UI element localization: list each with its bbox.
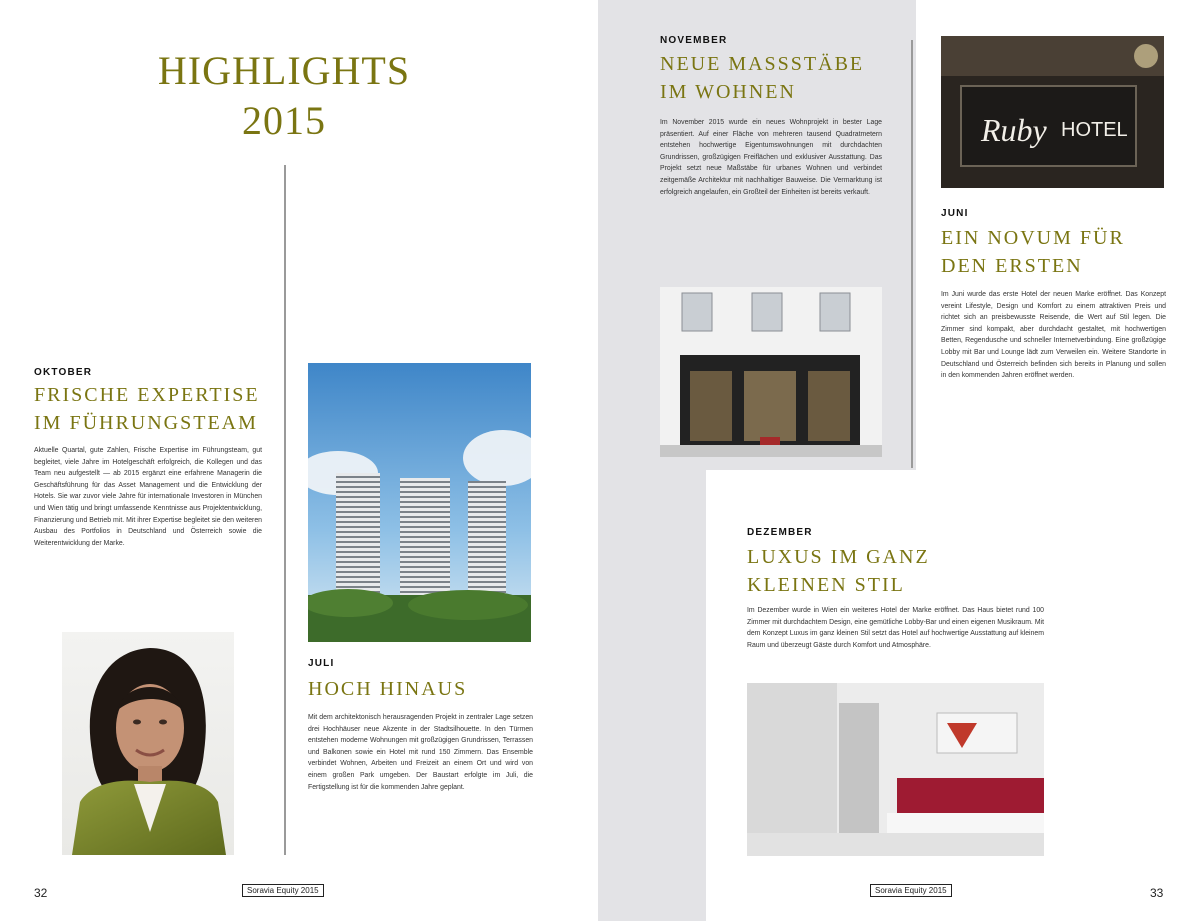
hotel-entrance-image (660, 287, 882, 457)
hotel-room-photo (747, 683, 1044, 856)
juni-headline-line-2: DEN ERSTEN (941, 255, 1083, 277)
juni-kicker: JUNI (941, 208, 969, 219)
hotel-room-image (747, 683, 1044, 856)
juli-kicker: JULI (308, 658, 335, 669)
hotel-sign-logo: Ruby (981, 112, 1047, 148)
oktober-headline-line-1: FRISCHE EXPERTISE (34, 384, 260, 406)
towers-photo (308, 363, 531, 642)
left-column-divider (284, 165, 286, 855)
dezember-kicker: DEZEMBER (747, 527, 813, 538)
highlights-title (120, 46, 448, 146)
oktober-kicker: OKTOBER (34, 367, 93, 378)
juni-headline-line-1: EIN NOVUM FÜR (941, 227, 1125, 249)
juni-body: Im Juni wurde das erste Hotel der neuen Marke eröffnet. Das Konzept vereint Lifestyle, Design und Komfort zu einem attraktiven Preis und richtet sich an preisbewusste Reisende, die Wert auf Stil legen. Die Zimmer sind kompakt, aber durchdacht gestaltet, mit hochwertigen Betten, Regendusche und schneller Internetverbindung. Eine großzügige Lobby mit Bar und Lounge lädt zum Verweilen ein. Weitere Standorte in Deutschland und Österreich befinden sich bereits in Planung und sollen in den kommenden Jahren eröffnet werden. (941, 291, 1166, 380)
november-headline-line-1: NEUE MASSSTÄBE (660, 53, 865, 75)
november-body: Im November 2015 wurde ein neues Wohnprojekt in bester Lage präsentiert. Auf einer Fläche von mehreren tausend Quadratmetern entstehen hochwertige Eigentumswohnungen mit durchdachten Grundrissen, großzügigen Freiflächen und exklusiver Ausstattung. Das Projekt setzt neue Maßstäbe für urbanes Wohnen und verbindet zeitgemäße Architektur mit nachhaltiger Bauweise. Die Vermarktung ist erfolgreich angelaufen, ein Großteil der Einheiten ist bereits verkauft. (660, 119, 882, 196)
hotel-sign-photo (941, 36, 1164, 188)
portrait-photo (62, 632, 234, 855)
hotel-sign-image (941, 36, 1164, 188)
hotel-sign-word: HOTEL (1061, 119, 1128, 141)
title-line-1: HIGHLIGHTS (157, 48, 411, 93)
november-headline (660, 50, 890, 106)
dezember-headline-line-1: LUXUS IM GANZ (747, 546, 930, 568)
towers-image (308, 363, 531, 642)
oktober-body: Aktuelle Quartal, gute Zahlen, Frische Expertise im Führungsteam, gut begleitet, viele Jahre im Hotelgeschäft erfolgreich, die Kollegen und das Team neu aufgestellt — ab 2015 ergänzt eine erfahrene Managerin die Geschäftsführung für das Asset Management und die Entwicklung der Hotels. Sie war zuvor viele Jahre für internationale Investoren in München und Wien tätig und bringt umfassende Kenntnisse aus Projektentwicklung, Finanzierung und Betrieb mit. Mit ihrer Expertise begleitet sie den weiteren Ausbau des Portfolios in Deutschland und Österreich sowie die Weiterentwicklung der Marke. (34, 447, 262, 547)
juli-body: Mit dem architektonisch herausragenden Projekt in zentraler Lage setzen drei Hochhäuser neue Akzente in der Stadtsilhouette. In den Türmen entstehen moderne Wohnungen mit großzügigen Grundrissen, Terrassen und Balkonen sowie ein Hotel mit rund 150 Zimmern. Das Ensemble verbindet Wohnen, Arbeiten und Freizeit an einem Ort und wird von einem großen Park umgeben. Der Baustart erfolgte im Juli, die Fertigstellung ist für die kommenden Jahre geplant. (308, 714, 533, 791)
dezember-headline (747, 543, 1007, 599)
november-kicker: NOVEMBER (660, 35, 728, 46)
juni-headline (941, 224, 1171, 280)
juli-headline: HOCH HINAUS (308, 678, 468, 700)
dezember-headline-line-2: KLEINEN STIL (747, 574, 905, 596)
page-number-right: 33 (1150, 886, 1164, 900)
title-line-2: 2015 (242, 98, 326, 143)
page-number-left: 32 (34, 886, 48, 900)
oktober-headline (34, 381, 274, 437)
dezember-body: Im Dezember wurde in Wien ein weiteres Hotel der Marke eröffnet. Das Haus bietet rund 100 Zimmer mit durchdachtem Design, eine gemütliche Lobby-Bar und einen eigenen Musikraum. Mit dem Konzept Luxus im ganz kleinen Stil setzt das Hotel auf hochwertige Ausstattung auf kleinem Raum und überzeugt Gäste durch Komfort und Atmosphäre. (747, 607, 1044, 649)
oktober-headline-line-2: IM FÜHRUNGSTEAM (34, 412, 258, 434)
hotel-entrance-photo (660, 287, 882, 457)
footer-label-right: Soravia Equity 2015 (870, 884, 952, 897)
footer-label-left: Soravia Equity 2015 (242, 884, 324, 897)
november-headline-line-2: IM WOHNEN (660, 81, 796, 103)
portrait-image (62, 632, 234, 855)
left-page (0, 0, 598, 921)
right-column-divider (911, 40, 913, 468)
